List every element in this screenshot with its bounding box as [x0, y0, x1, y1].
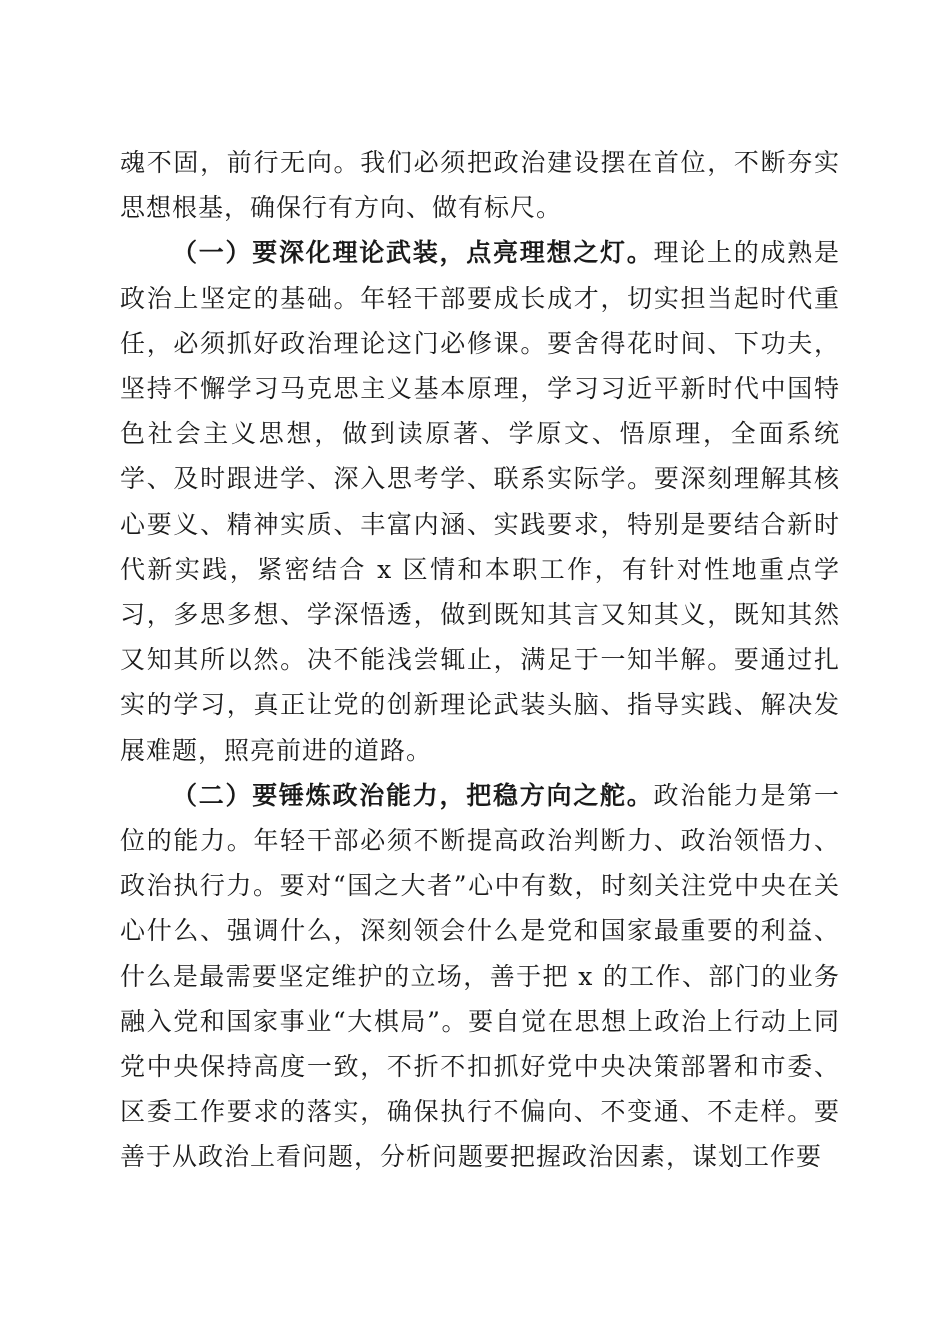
paragraph-section-two [120, 773, 840, 1180]
section-two-body: 政治能力是第一位的能力。年轻干部必须不断提高政治判断力、政治领悟力、政治执行力。要对“国之大者”心中有数，时刻关注党中央在关心什么、强调什么，深刻领会什么是党和国家最重要的利益、什么是最需要坚定维护的立场，善于把 x 的工作、部门的业务融入党和国家事业“大棋局”。要自觉在思想上政治上行动上同党中央保持高度一致，不折不扣抓好党中央决策部署和市委、区委工作要求的落实，确保执行不偏向、不变通、不走样。要善于从政治上看问题，分析问题要把握政治因素，谋划工作要 [120, 780, 840, 1172]
section-two-heading: （二）要锤炼政治能力，把稳方向之舵。 [172, 780, 654, 810]
section-one-heading: （一）要深化理论武装，点亮理想之灯。 [172, 238, 654, 268]
document-body [120, 140, 840, 1180]
section-one-body: 理论上的成熟是政治上坚定的基础。年轻干部要成长成才，切实担当起时代重任，必须抓好政治理论这门必修课。要舍得花时间、下功夫，坚持不懈学习马克思主义基本原理，学习习近平新时代中国特色社会主义思想，做到读原著、学原文、悟原理，全面系统学、及时跟进学、深入思考学、联系实际学。要深刻理解其核心要义、精神实质、丰富内涵、实践要求，特别是要结合新时代新实践，紧密结合 x 区情和本职工作，有针对性地重点学习，多思多想、学深悟透，做到既知其言又知其义，既知其然又知其所以然。决不能浅尝辄止，满足于一知半解。要通过扎实的学习，真正让党的创新理论武装头脑、指导实践、解决发展难题，照亮前进的道路。 [120, 238, 840, 765]
paragraph-body: 魂不固，前行无向。我们必须把政治建设摆在首位，不断夯实思想根基，确保行有方向、做有标尺。 [120, 148, 840, 223]
paragraph-section-one [120, 230, 840, 772]
paragraph-intro-continuation [120, 140, 840, 230]
